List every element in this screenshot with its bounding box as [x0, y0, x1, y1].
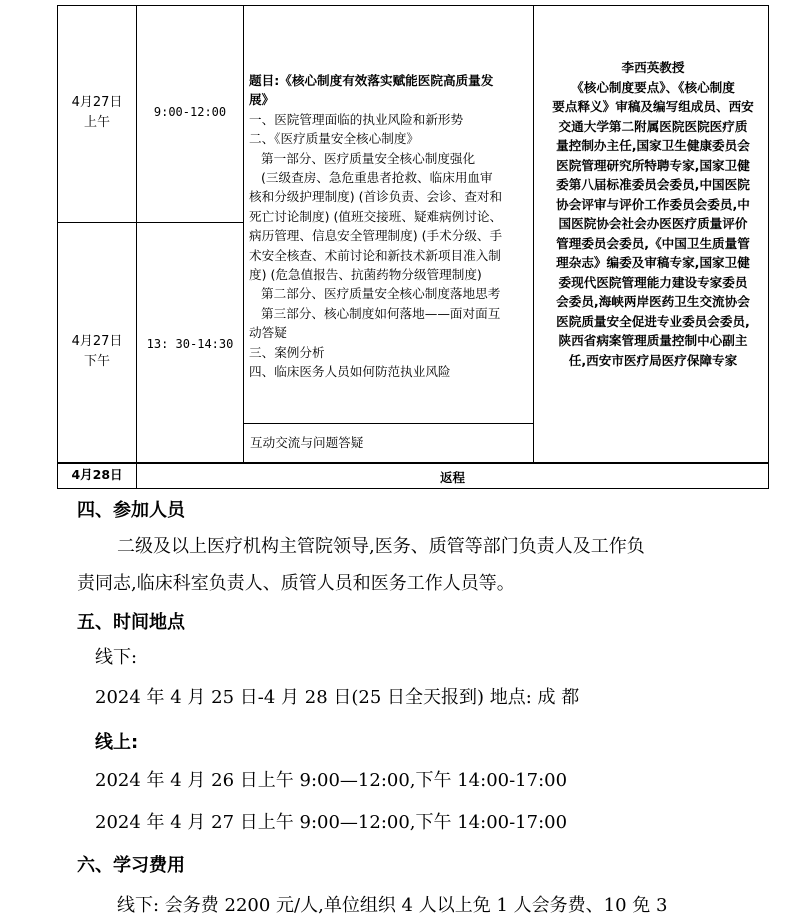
topic-title-cont: 展》	[249, 92, 275, 108]
speaker-line: 协会评审与评价工作委员会委员,中	[556, 196, 750, 212]
online-text-1: 2024 年 4 月 26 日上午 9:00—12:00,下午 14:00-17:00	[95, 770, 568, 791]
row2-time: 13: 30-14:30	[146, 337, 234, 351]
table-border-col3	[533, 5, 534, 463]
outline-line: 三、案例分析	[249, 344, 325, 360]
speaker-line: 会委员,海峡两岸医药卫生交流协会	[556, 294, 750, 309]
outline-line: 第二部分、医疗质量安全核心制度落地思考	[249, 286, 501, 302]
offline-text: 2024 年 4 月 25 日-4 月 28 日(25 日全天报到) 地点: 成 都	[95, 687, 580, 708]
outline-line: 动答疑	[249, 325, 287, 341]
fees-text-1: 线下: 会务费 2200 元/人,单位组织 4 人以上免 1 人会务费、10 免 3	[117, 895, 668, 916]
outline-line: 一、医院管理面临的执业风险和新形势	[249, 111, 464, 127]
offline-label: 线下:	[95, 647, 138, 668]
section-heading-time-place: 五、时间地点	[77, 612, 185, 633]
topic-content	[249, 71, 531, 382]
participants-text-2: 责同志,临床科室负责人、质管人员和医务工作人员等。	[77, 573, 515, 594]
speaker-line: 任,西安市医疗局医疗保障专家	[568, 352, 738, 368]
table-row	[57, 93, 137, 132]
table-row-divider	[57, 222, 244, 223]
outline-line: (三级查房、急危重患者抢救、临床用血审	[249, 170, 493, 186]
table-row	[57, 332, 137, 371]
speaker-line: 陕西省病案管理质量控制中心副主	[558, 333, 748, 348]
online-label: 线上:	[95, 732, 139, 753]
lastrow-date: 4月28日	[71, 467, 123, 482]
section-heading-participants: 四、参加人员	[77, 500, 185, 521]
speaker-line: 《核心制度要点》、《核心制度	[571, 79, 735, 95]
participants-text-1: 二级及以上医疗机构主管院领导,医务、质管等部门负责人及工作负	[117, 536, 645, 557]
speaker-line: 要点释义》审稿及编写组成员、西安	[552, 99, 754, 114]
speaker-line: 医院管理研究所特聘专家,国家卫健	[556, 157, 750, 173]
outline-line: 核和分级护理制度) (首诊负责、会诊、查对和	[249, 189, 503, 205]
speaker-line: 理杂志》编委及审稿专家,国家卫健	[556, 255, 750, 270]
outline-line: 术安全核查、术前讨论和新技术新项目准入制	[249, 247, 501, 263]
outline-line: 第三部分、核心制度如何落地——面对面互	[249, 305, 501, 321]
table-interaction-divider	[243, 423, 534, 424]
speaker-line: 量控制办主任,国家卫生健康委员会	[556, 138, 750, 153]
speaker-line: 委现代医院管理能力建设专家委员	[558, 274, 748, 290]
outline-line: 四、临床医务人员如何防范执业风险	[249, 364, 451, 380]
speaker-line: 交通大学第二附属医院医院医疗质	[558, 118, 748, 134]
topic-title: 题目:《核心制度有效落实赋能医院高质量发	[249, 73, 494, 88]
speaker-line: 管理委员会委员,《中国卫生质量管	[556, 235, 750, 251]
speaker-bio	[540, 58, 766, 370]
table-border-col1	[136, 5, 137, 489]
table-border-col2	[243, 5, 244, 463]
speaker-line: 委第八届标准委员会委员,中国医院	[556, 177, 750, 192]
table-border-left	[57, 5, 58, 489]
outline-line: 死亡讨论制度) (值班交接班、疑难病例讨论、	[249, 208, 503, 224]
row1-time: 9:00-12:00	[153, 105, 227, 119]
table-border-top	[57, 5, 769, 6]
topic-outline	[249, 110, 531, 382]
outline-line: 度) (危急值报告、抗菌药物分级管理制度)	[249, 267, 482, 283]
outline-line: 病历管理、信息安全管理制度) (手术分级、手	[249, 228, 503, 244]
row2-period: 下午	[83, 353, 110, 369]
row1-period: 上午	[83, 114, 110, 130]
speaker-name: 李西英教授	[621, 60, 685, 75]
outline-line: 第一部分、医疗质量安全核心制度强化	[249, 150, 476, 166]
table-lastrow-divider	[57, 462, 769, 464]
speaker-description	[540, 78, 766, 371]
lastrow-content: 返程	[439, 470, 465, 485]
outline-line: 二、《医疗质量安全核心制度》	[249, 131, 420, 147]
row1-date: 4月27日	[71, 95, 123, 110]
interaction-text: 互动交流与问题答疑	[250, 435, 364, 450]
speaker-line: 医院质量安全促进专业委员会委员,	[556, 313, 750, 329]
speaker-line: 国医院协会社会办医医疗质量评价	[558, 216, 748, 231]
online-text-2: 2024 年 4 月 27 日上午 9:00—12:00,下午 14:00-17:00	[95, 812, 568, 833]
row2-date: 4月27日	[71, 334, 123, 349]
table-border-right	[768, 5, 769, 489]
section-heading-fees: 六、学习费用	[77, 855, 185, 876]
